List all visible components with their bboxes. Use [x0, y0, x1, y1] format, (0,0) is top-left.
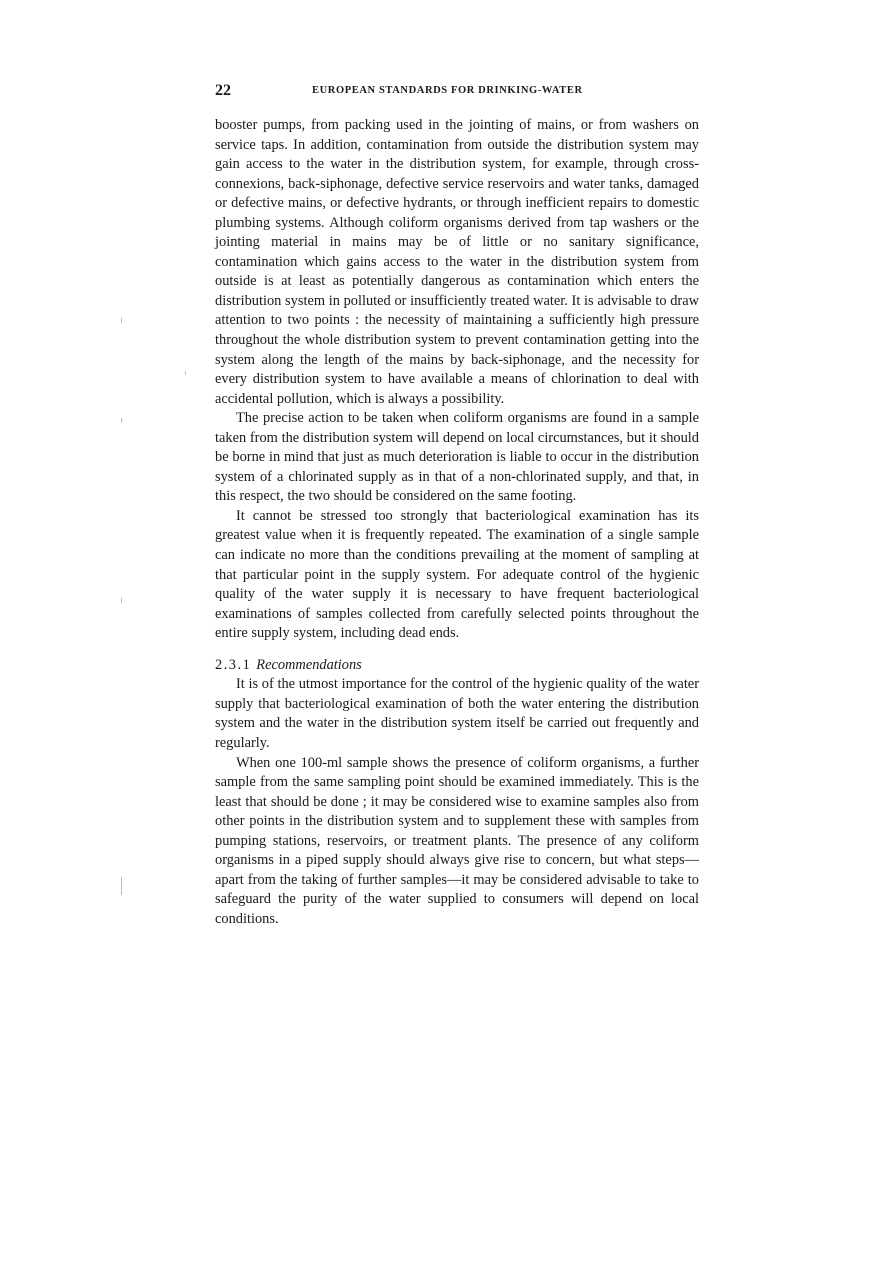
- scan-artifact: [121, 598, 122, 603]
- scan-artifact: [121, 318, 122, 323]
- running-title: EUROPEAN STANDARDS FOR DRINKING-WATER: [312, 85, 583, 96]
- page-header: [215, 82, 699, 102]
- paragraph: The precise action to be taken when coliform organisms are found in a sample taken from the distribution system will depend on local circumstances, but it should be borne in mind that just as much deterioration is liable to occur in the distribution system of a chlorinated supply as in that of a non-chlorinated supply, and that, in this respect, the two should be considered on the same footing.: [215, 410, 699, 505]
- section-heading: [215, 656, 699, 676]
- paragraph: When one 100-ml sample shows the presence of coliform organisms, a further sample from the same sampling point should be examined immediately. This is the least that should be done ; it may be considered wise to examine samples also from other points in the distribution system and to supplement these with samples from pumping stations, reservoirs, or treatment plants. The presence of any coliform organisms in a piped supply should always give rise to concern, but what steps—apart from the taking of further samples—it may be considered advisable to take to safeguard the purity of the water supplied to consumers will depend on local conditions.: [215, 754, 699, 927]
- body-text: [215, 116, 699, 929]
- scan-artifact: [121, 877, 122, 895]
- paragraph: It is of the utmost importance for the control of the hygienic quality of the water supply that bacteriological examination of both the water entering the distribution system and the water in the distribution system itself be carried out frequently and regularly.: [215, 676, 699, 751]
- scan-artifact: [121, 418, 122, 423]
- scan-artifact: [185, 371, 186, 375]
- paragraph-continued: booster pumps, from packing used in the jointing of mains, or from washers on service taps. In addition, contamination from outside the distribution system may gain access to the water in the distribution system, for example, through cross-connexions, back-siphonage, defective service reservoirs and water tanks, damaged or defective mains, or defective hydrants, or through inefficient repairs to domestic plumbing systems. Although coliform organisms derived from tap washers or the jointing material in mains may be of little or no sanitary significance, contamination which gains access to the water in the distribution system from outside is at least as potentially dangerous as contamination which enters the distribution system in polluted or insufficiently treated water. It is advisable to draw attention to two points : the necessity of maintaining a sufficiently high pressure throughout the whole distribution system to prevent contamination getting into the system along the length of the mains by back-siphonage, and the necessity for every distribution system to have available a means of chlorination to deal with accidental pollution, which is always a possibility.: [215, 117, 699, 407]
- paragraph: It cannot be stressed too strongly that bacteriological examination has its greatest value when it is frequently repeated. The examination of a single sample can indicate no more than the conditions prevailing at the moment of sampling at that particular point in the supply system. For adequate control of the hygienic quality of the water supply it is necessary to have frequent bacteriological examinations of samples collected from carefully selected points throughout the entire supply system, including dead ends.: [215, 507, 699, 642]
- section-number: 2.3.1: [215, 656, 252, 673]
- page-number: 22: [215, 82, 231, 99]
- section-title: Recommendations: [256, 656, 362, 673]
